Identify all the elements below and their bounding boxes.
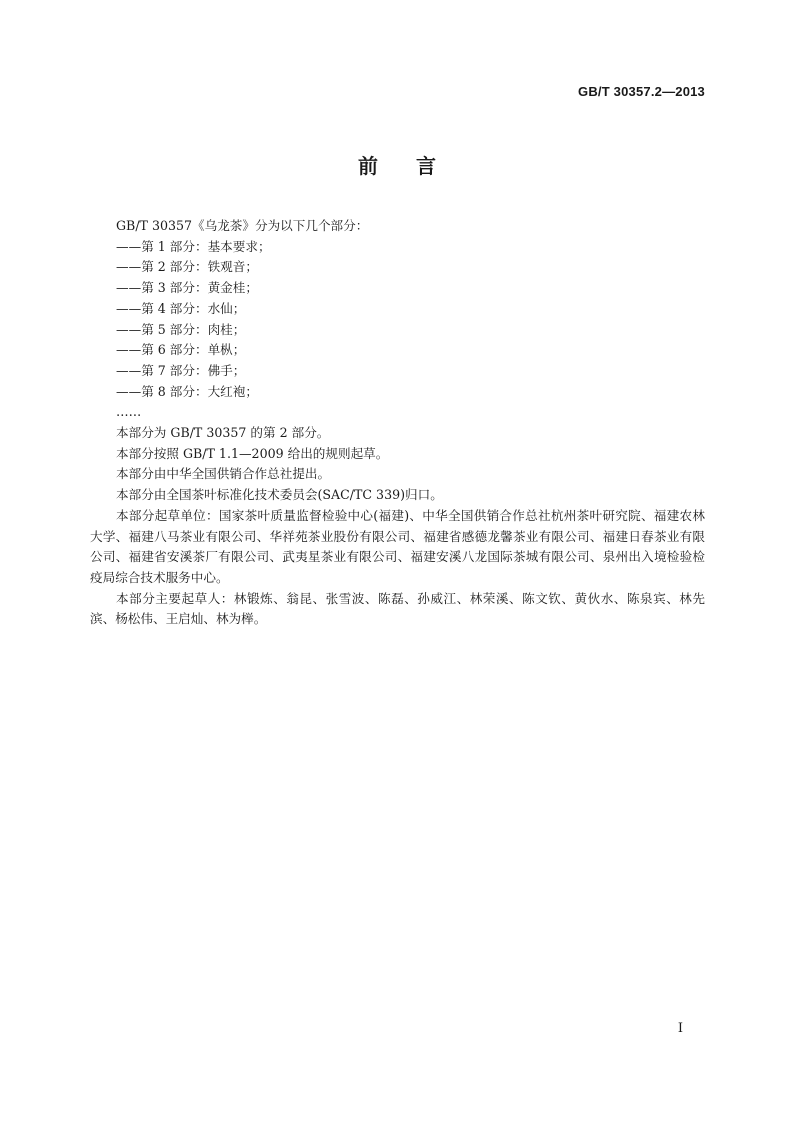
proposer-statement: 本部分由中华全国供销合作总社提出。 — [116, 466, 331, 482]
intro-paragraph: GB/T 30357《乌龙茶》分为以下几个部分： — [116, 218, 369, 233]
page-number: I — [677, 1021, 683, 1036]
page-title: 前言 — [358, 154, 474, 178]
list-item: ——第 4 部分：水仙； — [116, 300, 246, 316]
list-item: ——第 7 部分：佛手； — [116, 362, 246, 378]
main-drafters: 本部分主要起草人：林锻炼、翁昆、张雪波、陈磊、孙威江、林荣溪、陈文钦、黄伙水、陈泉宾、林先滨、杨松伟、王启灿、林为榉。 — [90, 590, 705, 627]
list-item: ——第 2 部分：铁观音； — [116, 259, 258, 275]
ellipsis: …… — [116, 404, 142, 420]
list-item: ——第 8 部分：大红袍； — [116, 383, 258, 399]
document-body — [90, 216, 705, 630]
drafting-organizations: 本部分起草单位：国家茶叶质量监督检验中心(福建)、中华全国供销合作总社杭州茶叶研究院、福建农林大学、福建八马茶业有限公司、华祥苑茶业股份有限公司、福建省感德龙馨茶业有限公司、福建日春茶业有限公司、福建省安溪茶厂有限公司、武夷星茶业有限公司、福建安溪八龙国际茶城有限公司、泉州出入境检验检疫局综合技术服务中心。 — [90, 507, 705, 585]
standard-code: GB/T 30357.2—2013 — [578, 84, 705, 99]
responsible-committee: 本部分由全国茶叶标准化技术委员会(SAC/TC 339)归口。 — [116, 487, 443, 503]
list-item: ——第 1 部分：基本要求； — [116, 238, 271, 254]
list-item: ——第 6 部分：单枞； — [116, 342, 246, 358]
list-item: ——第 5 部分：肉桂； — [116, 321, 246, 337]
list-item: ——第 3 部分：黄金桂； — [116, 280, 258, 296]
part-statement: 本部分为 GB/T 30357 的第 2 部分。 — [116, 425, 330, 441]
drafting-rules: 本部分按照 GB/T 1.1—2009 给出的规则起草。 — [116, 445, 389, 461]
